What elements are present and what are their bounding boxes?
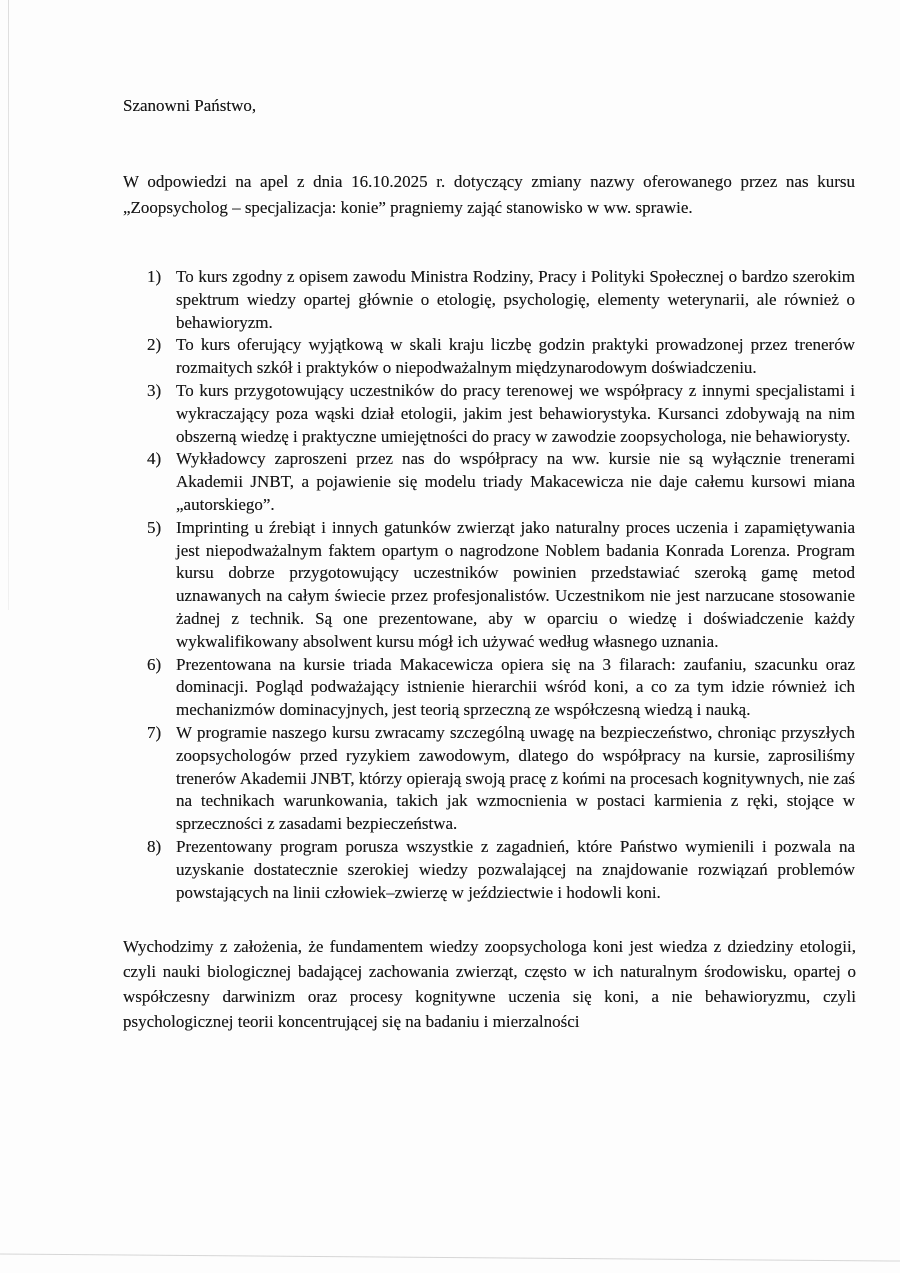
list-item xyxy=(147,836,855,904)
list-item-text: To kurs przygotowujący uczestników do pracy terenowej we współpracy z innymi specjalistami i wykraczający poza wąski dział etologii, jakim jest behawiorystyka. Kursanci zdobywają na nim obszerną wiedzę i praktyczne umiejętności do pracy w zawodzie zoopsychologa, nie behawiorysty. xyxy=(176,380,855,446)
closing-paragraph: Wychodzimy z założenia, że fundamentem wiedzy zoopsychologa koni jest wiedza z dziedziny etologii, czyli nauki biologicznej badającej zachowania zwierząt, często w ich naturalnym środowisku, opartej o współczesny darwinizm oraz procesy kognitywne uczenia się koni, a nie behawioryzmu, czyli psychologicznej teorii koncentrującej się na badaniu i mierzalności xyxy=(123,937,856,1032)
list-item-text: To kurs zgodny z opisem zawodu Ministra Rodziny, Pracy i Polityki Społecznej o bardzo szerokim spektrum wiedzy opartej głównie o etologię, psychologię, elementy weterynarii, ale również o behawioryzm. xyxy=(176,267,855,332)
list-item xyxy=(147,380,855,448)
intro-paragraph: W odpowiedzi na apel z dnia 16.10.2025 r. dotyczący zmiany nazwy oferowanego przez nas kursu „Zoopsycholog – specjalizacja: konie” pragniemy zająć stanowisko w ww. sprawie. xyxy=(123,172,855,217)
scan-artifact-left-edge-line xyxy=(8,0,9,610)
list-item-text: Imprinting u źrebiąt i innych gatunków zwierząt jako naturalny proces uczenia i zapamiętywania jest niepodważalnym faktem opartym o nagrodzone Noblem badania Konrada Lorenza. Program kursu dobrze przygotowujący uczestników powinien przedstawiać szeroką gamę metod uznawanych na całym świecie przez profesjonalistów. Uczestnikom nie jest narzucane stosowanie żadnej z technik. Są one prezentowane, aby w oparciu o wiedzę i doświadczenie każdy wykwalifikowany absolwent kursu mógł ich używać według własnego uznania. xyxy=(176,517,855,651)
scan-artifact-bottom-edge-line xyxy=(0,1253,900,1261)
list-item xyxy=(147,722,855,836)
list-item-number: 4) xyxy=(147,449,162,469)
list-item-number: 2) xyxy=(147,335,162,355)
list-item xyxy=(147,334,855,380)
list-item xyxy=(147,448,855,516)
list-item-number: 6) xyxy=(147,654,162,674)
list-item-text: Prezentowana na kursie triada Makacewicza opiera się na 3 filarach: zaufaniu, szacunku oraz dominacji. Pogląd podważający istnienie hierarchii wśród koni, a co za tym idzie również ich mechanizmów dominacyjnych, jest teorią sprzeczną ze współczesną wiedzą i nauką. xyxy=(176,654,855,720)
list-item xyxy=(147,266,855,334)
list-item-text: To kurs oferujący wyjątkową w skali kraju liczbę godzin praktyki prowadzonej przez trenerów rozmaitych szkół i praktyków o niepodważalnym międzynarodowym doświadczeniu. xyxy=(176,335,855,378)
list-item-number: 3) xyxy=(147,380,162,400)
numbered-points-list xyxy=(0,266,900,904)
list-item-text: W programie naszego kursu zwracamy szczególną uwagę na bezpieczeństwo, chroniąc przyszłych zoopsychologów przed ryzykiem zawodowym, dlatego do współpracy na kursie, zaprosiliśmy trenerów Akademii JNBT, którzy opierają swoją pracę z końmi na procesach kognitywnych, nie zaś na technikach warunkowania, takich jak wzmocnienia w postaci karmienia z ręki, stojące w sprzeczności z zasadami bezpieczeństwa. xyxy=(176,722,855,834)
list-item-number: 7) xyxy=(147,722,162,742)
list-item xyxy=(147,517,855,654)
list-item-number: 1) xyxy=(147,267,162,286)
list-item-number: 5) xyxy=(147,517,162,537)
list-item-number: 8) xyxy=(147,836,162,856)
list-item-text: Prezentowany program porusza wszystkie z zagadnień, które Państwo wymienili i pozwala na uzyskanie dostatecznie szerokiej wiedzy pozwalającej na znajdowanie rozwiązań problemów powstających na linii człowiek–zwierzę w jeździectwie i hodowli koni. xyxy=(176,836,855,902)
salutation: Szanowni Państwo, xyxy=(123,96,257,115)
list-item-text: Wykładowcy zaproszeni przez nas do współpracy na ww. kursie nie są wyłącznie trenerami Akademii JNBT, a pojawienie się modelu triady Makacewicza nie daje całemu kursowi miana „autorskiego”. xyxy=(176,449,855,514)
list-item xyxy=(147,654,855,722)
